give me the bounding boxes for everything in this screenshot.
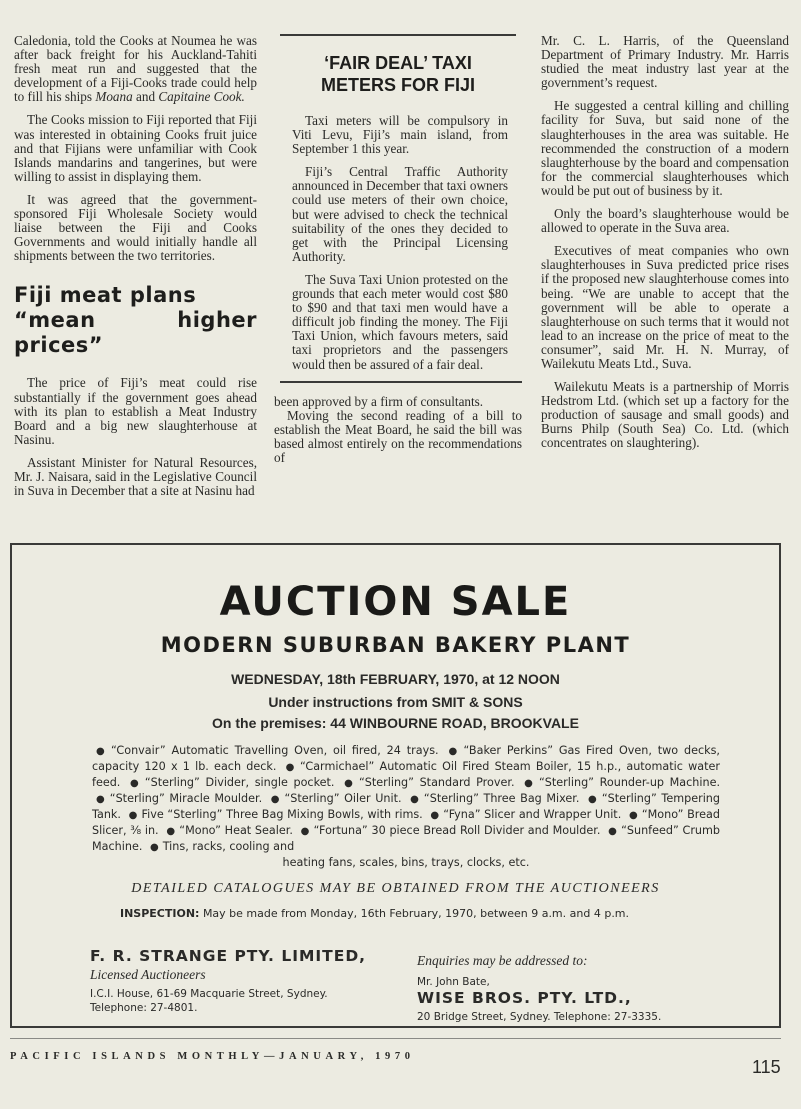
ad-item: Five “Sterling” Three Bag Mixing Bowls, with rims. bbox=[141, 808, 423, 821]
article-paragraph: Assistant Minister for Natural Resources, Mr. J. Naisara, said in the Legislative Council in Suva in December that a site at Nasinu had bbox=[14, 454, 257, 499]
auctioneer-role: Licensed Auctioneers bbox=[90, 967, 206, 982]
bullet-icon: ● bbox=[96, 794, 106, 805]
article-paragraph: He suggested a central killing and chilling facility for Suva, but said none of the slaughterhouses in the area was suitable. He recommended the construction of a modern slaughterhouse by the board and compensation for the commercial slaughterhouses which would be put out of business by it. bbox=[541, 98, 789, 198]
contact-firm: WISE BROS. PTY. LTD., bbox=[417, 989, 632, 1007]
ad-item: “Sterling” Divider, single pocket. bbox=[144, 776, 335, 789]
taxi-article bbox=[274, 114, 522, 372]
ad-subtitle: MODERN SUBURBAN BAKERY PLANT bbox=[160, 633, 631, 657]
divider bbox=[280, 381, 522, 383]
ad-item: “Sunfeed” Crumb Machine. bbox=[92, 824, 721, 853]
bullet-icon: ● bbox=[410, 794, 420, 805]
ad-item: “Sterling” Miracle Moulder. bbox=[109, 792, 263, 805]
ad-premises: On the premises: 44 WINBOURNE ROAD, BROOKVALE bbox=[212, 715, 579, 731]
bullet-icon: ● bbox=[128, 810, 138, 821]
article-paragraph: The Cooks mission to Fiji reported that Fiji was interested in obtaining Cooks fruit juice and that Fijians were unfamiliar with Cook Islands mandarins and tangerines, but were willing to assist in displaying them. bbox=[14, 112, 257, 184]
bullet-icon: ● bbox=[608, 826, 618, 837]
ad-item: “Mono” Bread Slicer, ⅜ in. bbox=[92, 808, 720, 837]
article-paragraph: Taxi meters will be compulsory in Viti Levu, Fiji’s main island, from September 1 this year. bbox=[292, 113, 508, 157]
bullet-icon: ● bbox=[300, 826, 310, 837]
bullet-icon: ● bbox=[270, 794, 281, 805]
ad-item: “Baker Perkins” Gas Fired Oven, two decks, capacity 120 x 1 lb. each deck. bbox=[92, 744, 720, 773]
article-paragraph: Mr. C. L. Harris, of the Queensland Department of Primary Industry. Mr. Harris studied the meat industry last year at the government’s request. bbox=[541, 33, 789, 91]
article-paragraph: Moving the second reading of a bill to establish the Meat Board, he said the bill was based almost entirely on the recommendations of bbox=[274, 407, 522, 465]
running-footer: PACIFIC ISLANDS MONTHLY—JANUARY, 1970 bbox=[10, 1051, 415, 1062]
auctioneer-address: I.C.I. House, 61-69 Macquarie Street, Sydney. bbox=[90, 988, 328, 1000]
ad-item: “Fyna” Slicer and Wrapper Unit. bbox=[443, 808, 622, 821]
ad-item: “Mono” Heat Sealer. bbox=[179, 824, 293, 837]
ad-item: “Carmichael” Automatic Oil Fired Steam Boiler, 15 h.p., automatic water feed. bbox=[92, 760, 720, 789]
taxi-headline: ‘FAIR DEAL’ TAXI METERS FOR FIJI bbox=[320, 53, 475, 95]
ad-item: “Sterling” Oiler Unit. bbox=[284, 792, 402, 805]
article-paragraph: It was agreed that the government-sponsored Fiji Wholesale Society would liaise between the Fiji and Cooks Governments and would initially handle all shipments between the two territories. bbox=[14, 191, 257, 264]
ad-item: heating fans, scales, bins, trays, clocks, etc. bbox=[282, 856, 530, 869]
article-paragraph: been approved by a firm of consultants. bbox=[274, 393, 484, 409]
bullet-icon: ● bbox=[448, 746, 460, 757]
bullet-icon: ● bbox=[166, 826, 176, 837]
bullet-icon: ● bbox=[130, 778, 141, 789]
ad-item: Tins, racks, cooling and bbox=[162, 840, 295, 853]
ship-name: Capitaine Cook. bbox=[158, 89, 245, 105]
divider bbox=[280, 34, 516, 36]
ad-inspection: INSPECTION: May be made from Monday, 16th February, 1970, between 9 a.m. and 4 p.m. bbox=[120, 907, 630, 920]
ad-item-list bbox=[92, 743, 720, 870]
bullet-icon: ● bbox=[285, 762, 296, 773]
column-right bbox=[541, 34, 789, 460]
ad-item: “Convair” Automatic Travelling Oven, oil fired, 24 trays. bbox=[111, 744, 439, 757]
bullet-icon: ● bbox=[96, 746, 108, 757]
auctioneer-name: F. R. STRANGE PTY. LIMITED, bbox=[90, 947, 367, 965]
ad-item: “Sterling” Three Bag Mixer. bbox=[423, 792, 580, 805]
article-paragraph: The Suva Taxi Union protested on the grounds that each meter would cost $80 to $90 and that taxi men would have a difficult job finding the money. The Fiji Taxi Union, which favours meters, said taxi proprietors and the passengers would then be assured of a fair deal. bbox=[292, 271, 508, 372]
ad-date: WEDNESDAY, 18th FEBRUARY, 1970, at 12 NOON bbox=[231, 671, 560, 687]
auctioneer-block bbox=[90, 947, 366, 1015]
ad-item: “Sterling” Rounder-up Machine. bbox=[539, 776, 721, 789]
article-paragraph: Only the board’s slaughterhouse would be allowed to operate in the Suva area. bbox=[541, 206, 789, 236]
enquiries-label: Enquiries may be addressed to: bbox=[417, 953, 588, 968]
ad-item: “Sterling” Standard Prover. bbox=[358, 776, 515, 789]
bullet-icon: ● bbox=[628, 810, 638, 821]
column-left bbox=[14, 34, 257, 507]
article-paragraph: Fiji’s Central Traffic Authority announced in December that taxi owners could use meters of their own choice, but were advised to check the technical suitability of the ones they decided to get with the Principal Licensing Authority. bbox=[292, 164, 508, 264]
auction-advertisement bbox=[10, 543, 781, 1028]
contact-address: 20 Bridge Street, Sydney. Telephone: 27-3335. bbox=[417, 1011, 662, 1023]
column-middle bbox=[274, 34, 522, 474]
page-number: 115 bbox=[752, 1057, 781, 1077]
enquiries-block bbox=[417, 951, 661, 1024]
auctioneer-phone: Telephone: 27-4801. bbox=[90, 1002, 198, 1014]
ad-item: “Sterling” Tempering Tank. bbox=[92, 792, 720, 821]
ad-item: “Fortuna” 30 piece Bread Roll Divider and Moulder. bbox=[313, 824, 601, 837]
footer-divider bbox=[10, 1038, 781, 1039]
ad-instructions: Under instructions from SMIT & SONS bbox=[268, 694, 523, 710]
bullet-icon: ● bbox=[430, 810, 440, 821]
bullet-icon: ● bbox=[149, 842, 159, 853]
bullet-icon: ● bbox=[344, 778, 355, 789]
article-paragraph: Caledonia, told the Cooks at Noumea he was after back freight for his Auckland-Tahiti fresh meat run and suggested that the development of a Fiji-Cooks trade could help to fill his ships Moana and Capitaine Cook. bbox=[14, 33, 257, 105]
ship-name: Moana bbox=[95, 89, 133, 105]
article-paragraph: Executives of meat companies who own slaughterhouses in Suva predicted price rises if the proposed new slaughterhouse comes into being. “We are unable to accept that the government will be able to operate a slaughterhouse on such terms that it would not lead to an increase on the price of meat to the consumer”, said Mr. H. N. Murray, of Wailekutu Meats Ltd., Suva. bbox=[541, 243, 789, 371]
contact-name: Mr. John Bate, bbox=[417, 976, 490, 988]
bullet-icon: ● bbox=[524, 778, 535, 789]
bullet-icon: ● bbox=[588, 794, 598, 805]
ad-catalogues: DETAILED CATALOGUES MAY BE OBTAINED FROM THE AUCTIONEERS bbox=[131, 881, 660, 896]
meat-headline: Fiji meat plans “mean higher prices” bbox=[14, 283, 257, 358]
ad-title: AUCTION SALE bbox=[219, 579, 572, 625]
article-paragraph: The price of Fiji’s meat could rise substantially if the government goes ahead with its plan to establish a Meat Industry Board and a big new slaughterhouse at Nasinu. bbox=[14, 375, 257, 447]
article-paragraph: Wailekutu Meats is a partnership of Morris Hedstrom Ltd. (which set up a factory for the production of sausage and small goods) and Burns Philp (South Sea) Co. Ltd. (which concentrates on slaughtering). bbox=[541, 379, 789, 451]
